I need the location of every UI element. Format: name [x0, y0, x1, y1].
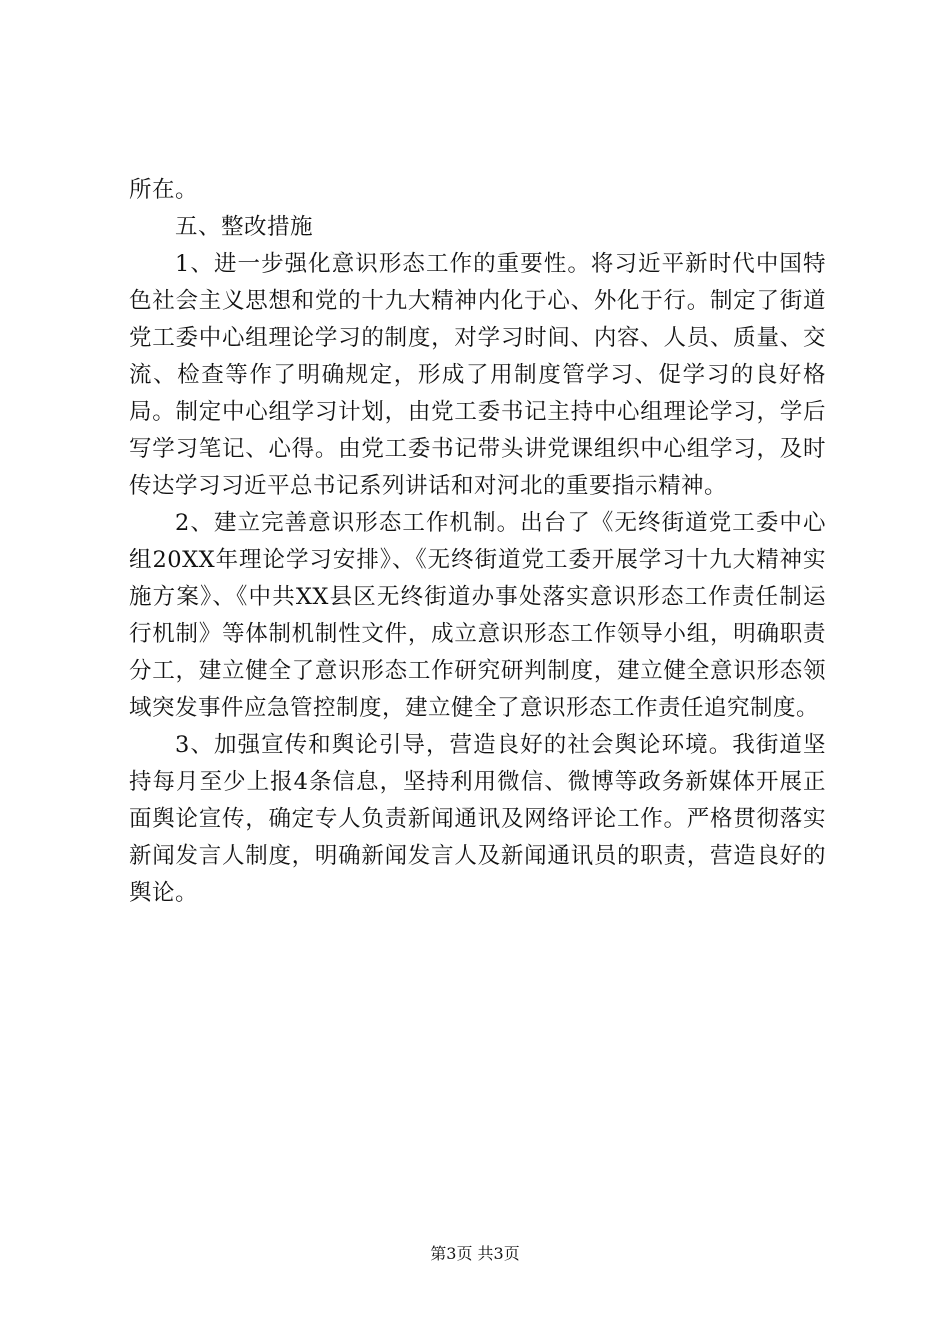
continuation-text: 所在。 [129, 177, 199, 203]
paragraph-measure-2: 2、建立完善意识形态工作机制。出台了《无终街道党工委中心组20XX年理论学习安排》、《无终街道党工委开展学习十九大精神实施方案》、《中共XX县区无终街道办事处落实意识形态工作责任制运行机制》等体制机制性文件，成立意识形态工作领导小组，明确职责分工，建立健全了意识形态工作研究研判制度，建立健全意识形态领域突发事件应急管控制度，建立健全了意识形态工作责任追究制度。 [129, 510, 826, 721]
document-body [129, 172, 826, 912]
paragraph-measure-3: 3、加强宣传和舆论引导，营造良好的社会舆论环境。我街道坚持每月至少上报4条信息，坚持利用微信、微博等政务新媒体开展正面舆论宣传，确定专人负责新闻通讯及网络评论工作。严格贯彻落实新闻发言人制度，明确新闻发言人及新闻通讯员的职责，营造良好的舆论。 [129, 732, 826, 906]
section-heading: 五、整改措施 [175, 214, 314, 240]
page-number-footer: 第3页 共3页 [430, 1244, 520, 1263]
paragraph-measure-1: 1、进一步强化意识形态工作的重要性。将习近平新时代中国特色社会主义思想和党的十九大精神内化于心、外化于行。制定了街道党工委中心组理论学习的制度，对学习时间、内容、人员、质量、交流、检查等作了明确规定，形成了用制度管学习、促学习的良好格局。制定中心组学习计划，由党工委书记主持中心组理论学习，学后写学习笔记、心得。由党工委书记带头讲党课组织中心组学习，及时传达学习习近平总书记系列讲话和对河北的重要指示精神。 [129, 251, 826, 499]
